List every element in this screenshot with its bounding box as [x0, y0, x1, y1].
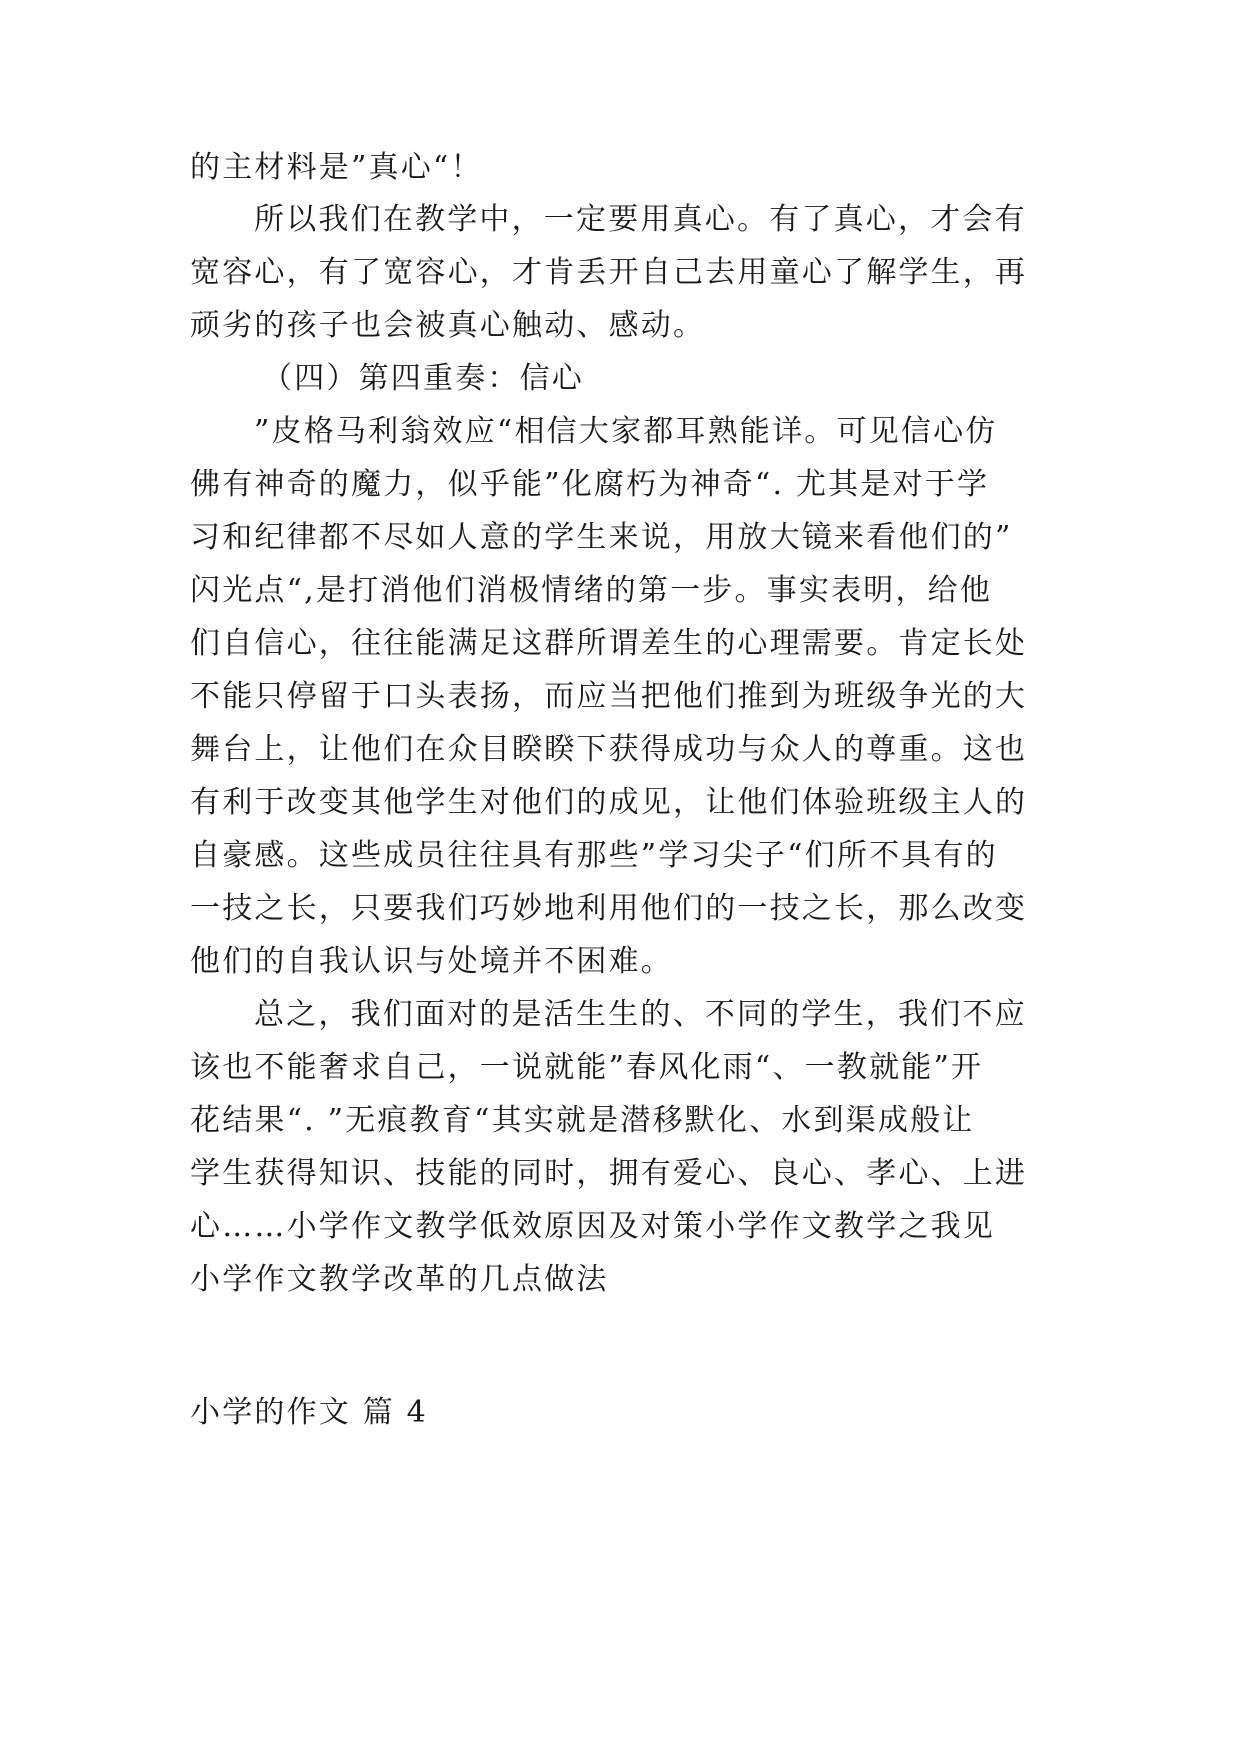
text-line: 有利于改变其他学生对他们的成见，让他们体验班级主人的: [190, 785, 1028, 820]
paragraph-start-line: 所以我们在教学中，一定要用真心。有了真心，才会有: [254, 202, 1027, 237]
text-line: 他们的自我认识与处境并不困难。: [190, 944, 673, 979]
text-line: 自豪感。这些成员往往具有那些”学习尖子“们所不具有的: [190, 838, 998, 873]
text-line: 佛有神奇的魔力，似乎能”化腐朽为神奇“. 尤其是对于学: [190, 467, 990, 502]
text-line: 小学作文教学改革的几点做法: [190, 1262, 609, 1297]
section-heading: （四）第四重奏：信心: [262, 361, 584, 396]
text-line: 舞台上，让他们在众目睽睽下获得成功与众人的尊重。这也: [190, 732, 1028, 767]
text-line: 一技之长，只要我们巧妙地利用他们的一技之长，那么改变: [190, 891, 1028, 926]
text-line: 的主材料是”真心“！: [190, 150, 483, 185]
text-line: 该也不能奢求自己，一说就能”春风化雨“、一教就能”开: [190, 1050, 984, 1085]
paragraph-start-line: ”皮格马利翁效应“相信大家都耳熟能详。可见信心仿: [254, 414, 998, 449]
text-line: 不能只停留于口头表扬，而应当把他们推到为班级争光的大: [190, 679, 1028, 714]
text-line: 顽劣的孩子也会被真心触动、感动。: [190, 308, 706, 343]
paragraph-start-line: 总之，我们面对的是活生生的、不同的学生，我们不应: [254, 997, 1027, 1032]
text-line: 心……小学作文教学低效原因及对策小学作文教学之我见: [190, 1209, 995, 1244]
text-line: 们自信心，往往能满足这群所谓差生的心理需要。肯定长处: [190, 626, 1028, 661]
text-line: 学生获得知识、技能的同时，拥有爱心、良心、孝心、上进: [190, 1156, 1028, 1191]
text-line: 闪光点“,是打消他们消极情绪的第一步。事实表明，给他: [190, 573, 993, 608]
text-line: 习和纪律都不尽如人意的学生来说，用放大镜来看他们的”: [190, 520, 1013, 555]
article-heading: 小学的作文 篇 4: [190, 1395, 428, 1430]
text-line: 宽容心，有了宽容心，才肯丢开自己去用童心了解学生，再: [190, 255, 1028, 290]
text-line: 花结果“. ”无痕教育“其实就是潜移默化、水到渠成般让: [190, 1103, 975, 1138]
